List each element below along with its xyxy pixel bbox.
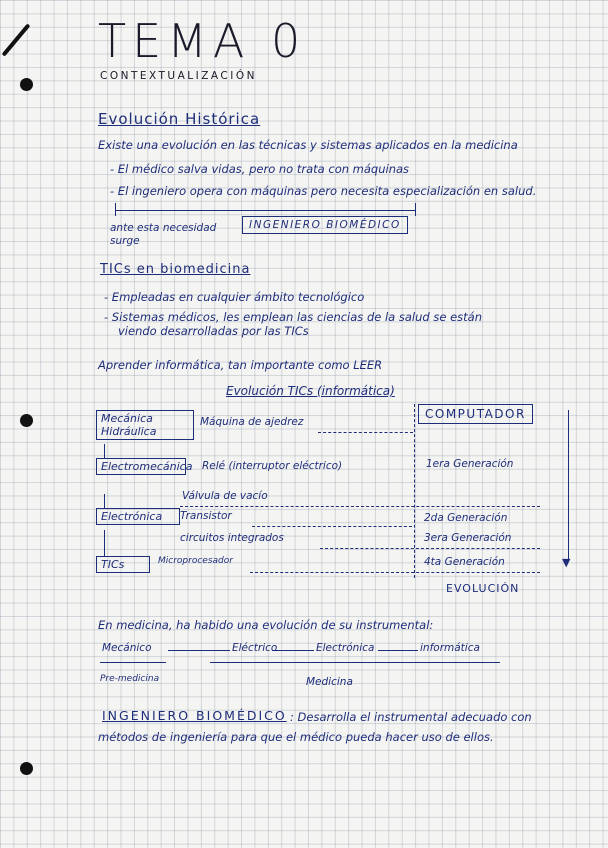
stage-arrow [104, 494, 105, 508]
diagram-item: Máquina de ajedrez [200, 416, 304, 428]
connector-dash [180, 506, 540, 507]
bracket-line [115, 210, 415, 211]
stage-box: TICs [96, 556, 150, 573]
diagram-item: Válvula de vacío [182, 490, 268, 502]
bracket-line [210, 662, 500, 663]
binder-hole [20, 762, 33, 775]
medicina-intro: En medicina, ha habido una evolución de su instrumental: [98, 618, 434, 632]
chain-item: Eléctrico [232, 642, 278, 654]
evolucion-bullet: - El médico salva vidas, pero no trata con máquinas [110, 162, 410, 176]
page-title: TEMA 0 [98, 14, 307, 68]
page-subtitle: CONTEXTUALIZACIÓN [100, 70, 257, 82]
margin-slash-mark [2, 23, 31, 56]
divider-dash [414, 404, 415, 578]
generation-label: 2da Generación [424, 512, 508, 524]
diagram-item: Microprocesador [158, 556, 233, 566]
binder-hole [20, 414, 33, 427]
pre-medicina-label: Pre-medicina [100, 674, 160, 684]
diagram-item: Transistor [180, 510, 232, 522]
bracket-line [415, 203, 416, 216]
connector-dash [252, 526, 412, 527]
evolucion-bullet: - El ingeniero opera con máquinas pero necesita especialización en salud. [110, 184, 537, 198]
chain-item: Electrónica [316, 642, 375, 654]
stage-box: Mecánica Hidráulica [96, 410, 194, 440]
connector-dash [318, 432, 413, 433]
aprender-line: Aprender informática, tan importante como LEER [98, 358, 383, 372]
generation-label: 4ta Generación [424, 556, 505, 568]
footer-term: INGENIERO BIOMÉDICO [102, 708, 287, 723]
chain-arrow [168, 650, 230, 651]
diagram-item: Relé (interruptor eléctrico) [202, 460, 343, 472]
chain-arrow [378, 650, 418, 651]
tics-bullet: viendo desarrolladas por las TICs [118, 324, 309, 338]
evolucion-intro: Existe una evolución en las técnicas y sistemas aplicados en la medicina [98, 138, 518, 152]
evolucion-label: EVOLUCIÓN [446, 582, 520, 595]
arrow-head-icon: ▼ [562, 556, 571, 569]
chain-arrow [272, 650, 314, 651]
binder-hole [20, 78, 33, 91]
generation-label: 1era Generación [426, 458, 514, 470]
chain-item: informática [420, 642, 480, 654]
footer-definition-cont: métodos de ingeniería para que el médico pueda hacer uso de ellos. [98, 730, 494, 744]
need-label: ante esta necesidad surge [110, 222, 217, 247]
footer-definition: : Desarrolla el instrumental adecuado con [290, 710, 532, 724]
computador-box: COMPUTADOR [418, 404, 533, 424]
section-heading-evolucion: Evolución Histórica [98, 110, 261, 128]
stage-arrow [104, 530, 105, 556]
diagram-item: circuitos integrados [180, 532, 284, 544]
chain-item: Mecánico [102, 642, 152, 654]
tics-bullet: - Sistemas médicos, les emplean las ciencias de la salud se están [104, 310, 482, 324]
tics-bullet: - Empleadas en cualquier ámbito tecnológico [104, 290, 365, 304]
connector-dash [320, 548, 540, 549]
generation-label: 3era Generación [424, 532, 512, 544]
bracket-line [100, 662, 166, 663]
section-heading-tics: TICs en biomedicina [100, 262, 251, 277]
stage-box: Electromecánica [96, 458, 186, 475]
diagram-title: Evolución TICs (informática) [226, 384, 395, 398]
medicina-label: Medicina [306, 676, 353, 688]
stage-arrow [104, 444, 105, 458]
ingeniero-biomedico-box: INGENIERO BIOMÉDICO [242, 216, 408, 234]
connector-dash [250, 572, 540, 573]
stage-box: Electrónica [96, 508, 180, 525]
evolution-arrow [568, 410, 569, 562]
